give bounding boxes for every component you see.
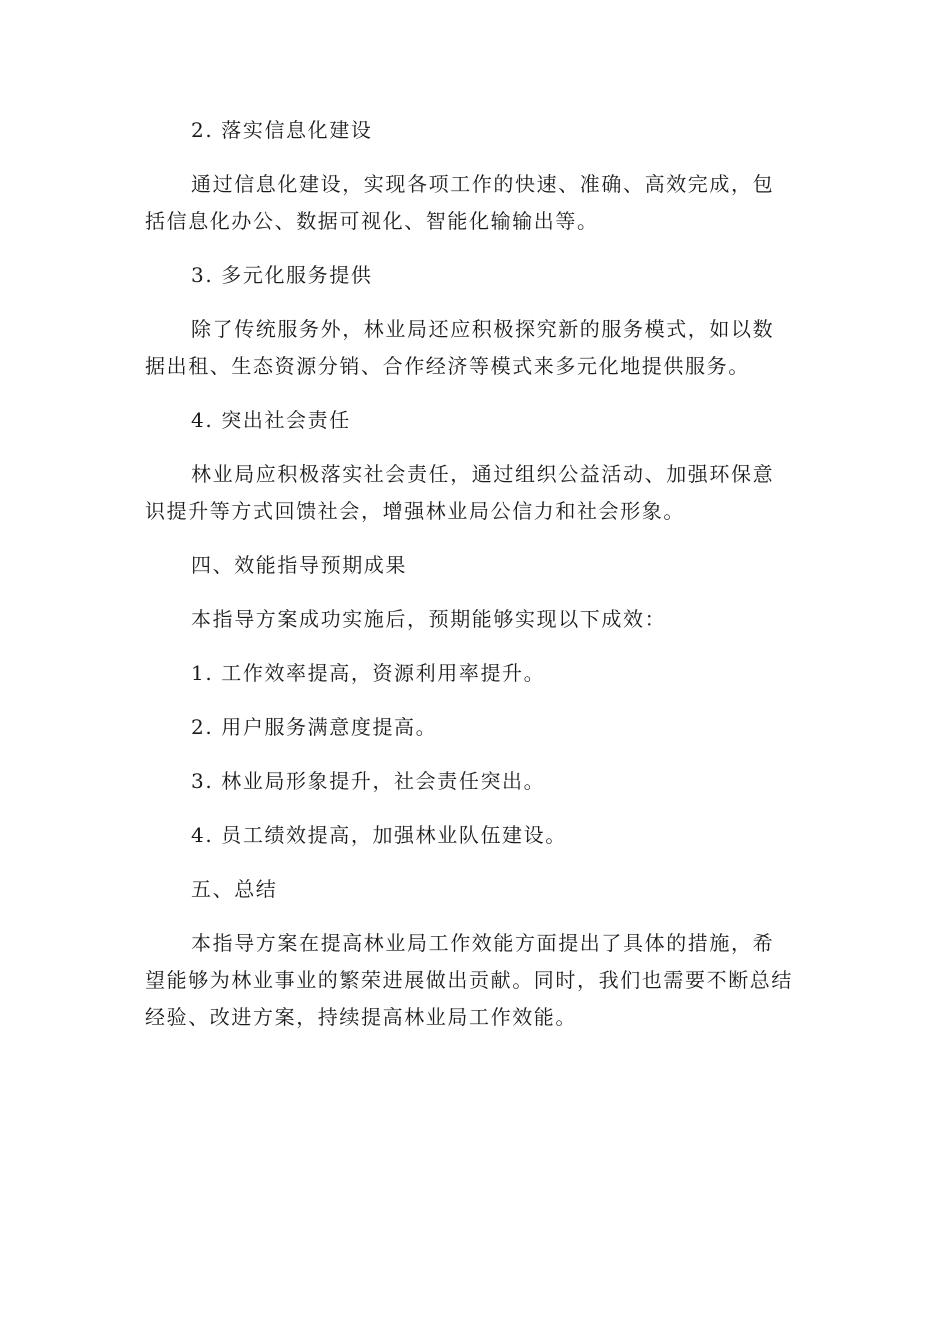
section-heading-summary: 五、总结 — [191, 877, 278, 901]
document-body — [145, 112, 795, 1036]
list-item-satisfaction: 2. 用户服务满意度提高。 — [191, 715, 438, 739]
expected-results-intro: 本指导方案成功实施后，预期能够实现以下成效： — [191, 607, 667, 631]
paragraph-social-responsibility: 林业局应积极落实社会责任，通过组织公益活动、加强环保意识提升等方式回馈社会，增强林业局公信力和社会形象。 — [145, 462, 775, 523]
list-item-performance: 4. 员工绩效提高，加强林业队伍建设。 — [191, 823, 567, 847]
list-item-image: 3. 林业局形象提升，社会责任突出。 — [191, 769, 546, 793]
section-heading-social-responsibility: 4. 突出社会责任 — [191, 408, 351, 432]
section-heading-diversified-services: 3. 多元化服务提供 — [191, 263, 373, 287]
section-heading-expected-results: 四、效能指导预期成果 — [191, 553, 407, 577]
list-item-efficiency: 1. 工作效率提高，资源利用率提升。 — [191, 661, 546, 685]
paragraph-diversified-services: 除了传统服务外，林业局还应积极探究新的服务模式，如以数据出租、生态资源分销、合作经济等模式来多元化地提供服务。 — [145, 317, 775, 378]
section-heading-informatization: 2. 落实信息化建设 — [191, 118, 373, 142]
paragraph-summary: 本指导方案在提高林业局工作效能方面提出了具体的措施，希望能够为林业事业的繁荣进展做出贡献。同时，我们也需要不断总结经验、改进方案，持续提高林业局工作效能。 — [145, 931, 793, 1029]
paragraph-informatization: 通过信息化建设，实现各项工作的快速、准确、高效完成，包括信息化办公、数据可视化、智能化输输出等。 — [145, 172, 775, 233]
